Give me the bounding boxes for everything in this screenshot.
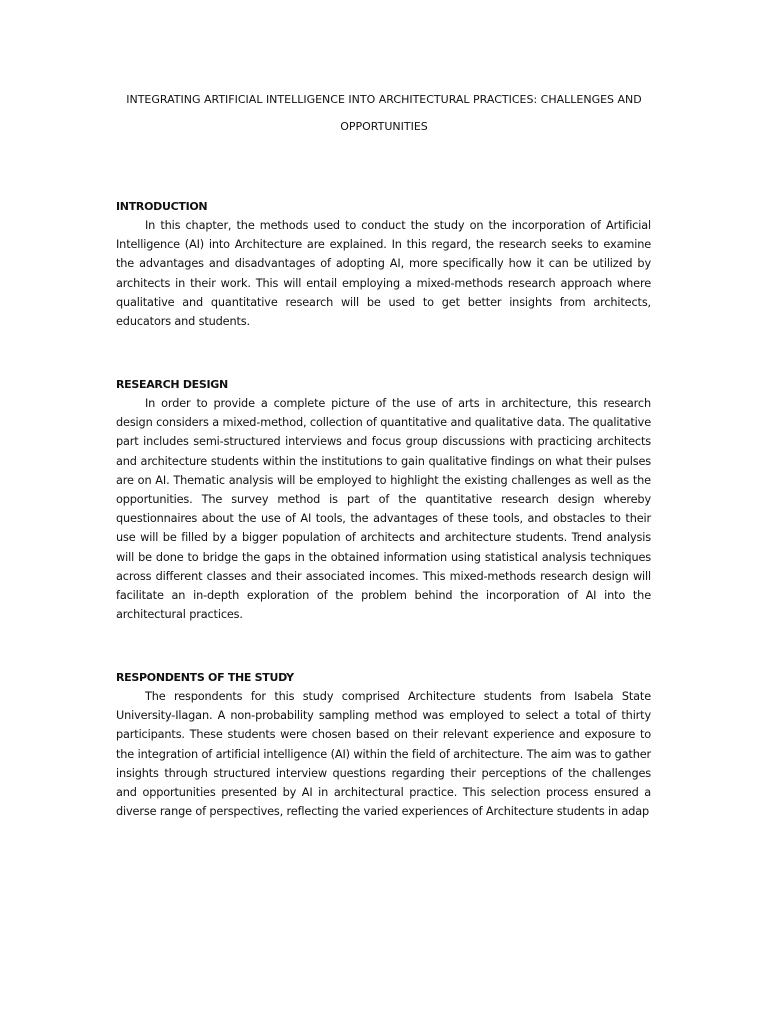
section-research-design <box>116 375 651 624</box>
section-introduction <box>116 197 651 331</box>
section-body: In order to provide a complete picture of the use of arts in architecture, this research design considers a mixed-method, collection of quantitative and qualitative data. The qualitative part includes semi-structured interviews and focus group discussions with practicing architects and architecture students within the institutions to gain qualitative findings on what their pulses are on AI. Thematic analysis will be employed to highlight the existing challenges as well as the opportunities. The survey method is part of the quantitative research design whereby questionnaires about the use of AI tools, the advantages of these tools, and obstacles to their use will be filled by a bigger population of architects and architecture students. Trend analysis will be done to bridge the gaps in the obtained information using statistical analysis techniques across different classes and their associated incomes. This mixed-methods research design will facilitate an in-depth exploration of the problem behind the incorporation of AI into the architectural practices. <box>116 397 651 622</box>
document-title: INTEGRATING ARTIFICIAL INTELLIGENCE INTO ARCHITECTURAL PRACTICES: CHALLENGES AND OPPORTUNITIES <box>126 93 642 133</box>
section-heading: RESPONDENTS OF THE STUDY <box>116 671 294 684</box>
section-respondents <box>116 668 651 821</box>
section-body: In this chapter, the methods used to conduct the study on the incorporation of Artificial Intelligence (AI) into Architecture are explained. In this regard, the research seeks to examine the advantages and disadvantages of adopting AI, more specifically how it can be utilized by architects in their work. This will entail employing a mixed-methods research approach where qualitative and quantitative research will be used to get better insights from architects, educators and students. <box>116 219 651 329</box>
section-heading: INTRODUCTION <box>116 200 208 213</box>
section-heading: RESEARCH DESIGN <box>116 378 228 391</box>
section-body: The respondents for this study comprised Architecture students from Isabela State University-Ilagan. A non-probability sampling method was employed to select a total of thirty participants. These students were chosen based on their relevant experience and exposure to the integration of artificial intelligence (AI) within the field of architecture. The aim was to gather insights through structured interview questions regarding their perceptions of the challenges and opportunities presented by AI in architectural practice. This selection process ensured a diverse range of perspectives, reflecting the varied experiences of Architecture students in adap <box>116 690 651 819</box>
